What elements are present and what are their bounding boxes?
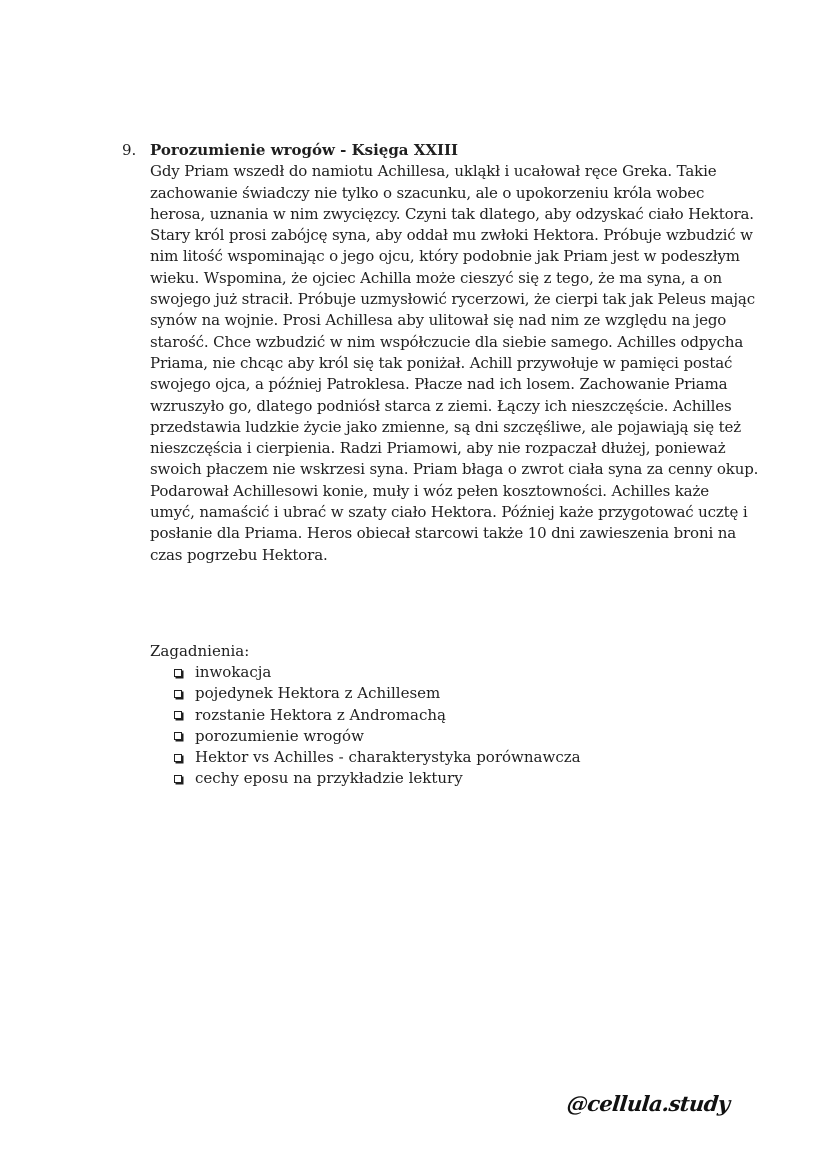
- body-line: zachowanie świadczy nie tylko o szacunku, ale o upokorzeniu króla wobec: [150, 183, 705, 202]
- body-line: nim litość wspominając o jego ojcu, który podobnie jak Priam jest w podeszłym: [150, 247, 740, 266]
- checklist-item: [174, 683, 650, 704]
- section-number: 9.: [122, 141, 137, 159]
- section-9: [122, 140, 759, 566]
- body-line: Priama, nie chcąc aby król się tak poniżał. Achill przywołuje w pamięci postać: [150, 353, 733, 372]
- checklist-item: [174, 662, 650, 683]
- topics-heading: Zagadnienia:: [150, 642, 250, 660]
- topics-checklist: [150, 662, 650, 789]
- body-line: swoich płaczem nie wskrzesi syna. Priam błaga o zwrot ciała syna za cenny okup.: [150, 460, 759, 479]
- body-line: nieszczęścia i cierpienia. Radzi Priamowi, aby nie rozpaczał dłużej, ponieważ: [150, 439, 726, 458]
- body-line: posłanie dla Priama. Heros obiecał starcowi także 10 dni zawieszenia broni na: [150, 524, 737, 543]
- section-heading: [122, 140, 742, 161]
- checklist-item: [174, 705, 650, 726]
- body-line: Podarował Achillesowi konie, muły i wóz pełen kosztowności. Achilles każe: [150, 481, 709, 500]
- section-title: Porozumienie wrogów - Księga XXIII: [150, 141, 459, 159]
- checklist-item-label: rozstanie Hektora z Andromachą: [195, 705, 447, 724]
- body-line: Gdy Priam wszedł do namiotu Achillesa, ukląkł i ucałował ręce Greka. Takie: [150, 162, 717, 181]
- author-signature: @cellula.study: [566, 1091, 732, 1116]
- checklist-item: [174, 726, 650, 747]
- body-line: czas pogrzebu Hektora.: [150, 545, 328, 564]
- body-line: starość. Chce wzbudzić w nim współczucie dla siebie samego. Achilles odpycha: [150, 332, 744, 351]
- body-line: umyć, namaścić i ubrać w szaty ciało Hektora. Później każe przygotować ucztę i: [150, 503, 748, 522]
- body-line: swojego ojca, a później Patroklesa. Płacze nad ich losem. Zachowanie Priama: [150, 375, 728, 394]
- checkbox-icon: [174, 732, 182, 740]
- checklist-item-label: pojedynek Hektora z Achillesem: [195, 684, 441, 703]
- body-line: swojego już stracił. Próbuje uzmysłowić rycerzowi, że cierpi tak jak Peleus mając: [150, 290, 755, 309]
- body-line: przedstawia ludzkie życie jako zmienne, są dni szczęśliwe, ale pojawiają się też: [150, 417, 741, 436]
- checklist-item-label: cechy eposu na przykładzie lektury: [195, 769, 463, 788]
- section-body: [150, 161, 759, 566]
- body-line: Stary król prosi zabójcę syna, aby oddał mu zwłoki Hektora. Próbuje wzbudzić w: [150, 226, 753, 245]
- checklist-item: [174, 747, 650, 768]
- checklist-item-label: porozumienie wrogów: [195, 726, 364, 745]
- body-line: synów na wojnie. Prosi Achillesa aby ulitował się nad nim ze względu na jego: [150, 311, 727, 330]
- checklist-item-label: inwokacja: [195, 663, 272, 682]
- checkbox-icon: [174, 669, 182, 677]
- checkbox-icon: [174, 711, 182, 719]
- checkbox-icon: [174, 690, 182, 698]
- checklist-item: [174, 768, 650, 789]
- body-line: herosa, uznania w nim zwycięzcy. Czyni tak dlatego, aby odzyskać ciało Hektora.: [150, 204, 754, 223]
- checkbox-icon: [174, 775, 182, 783]
- body-line: wzruszyło go, dlatego podniósł starca z ziemi. Łączy ich nieszczęście. Achilles: [150, 396, 732, 415]
- topics-section: [150, 641, 650, 789]
- body-line: wieku. Wspomina, że ojciec Achilla może cieszyć się z tego, że ma syna, a on: [150, 268, 722, 287]
- checkbox-icon: [174, 754, 182, 762]
- checklist-item-label: Hektor vs Achilles - charakterystyka porównawcza: [195, 748, 581, 766]
